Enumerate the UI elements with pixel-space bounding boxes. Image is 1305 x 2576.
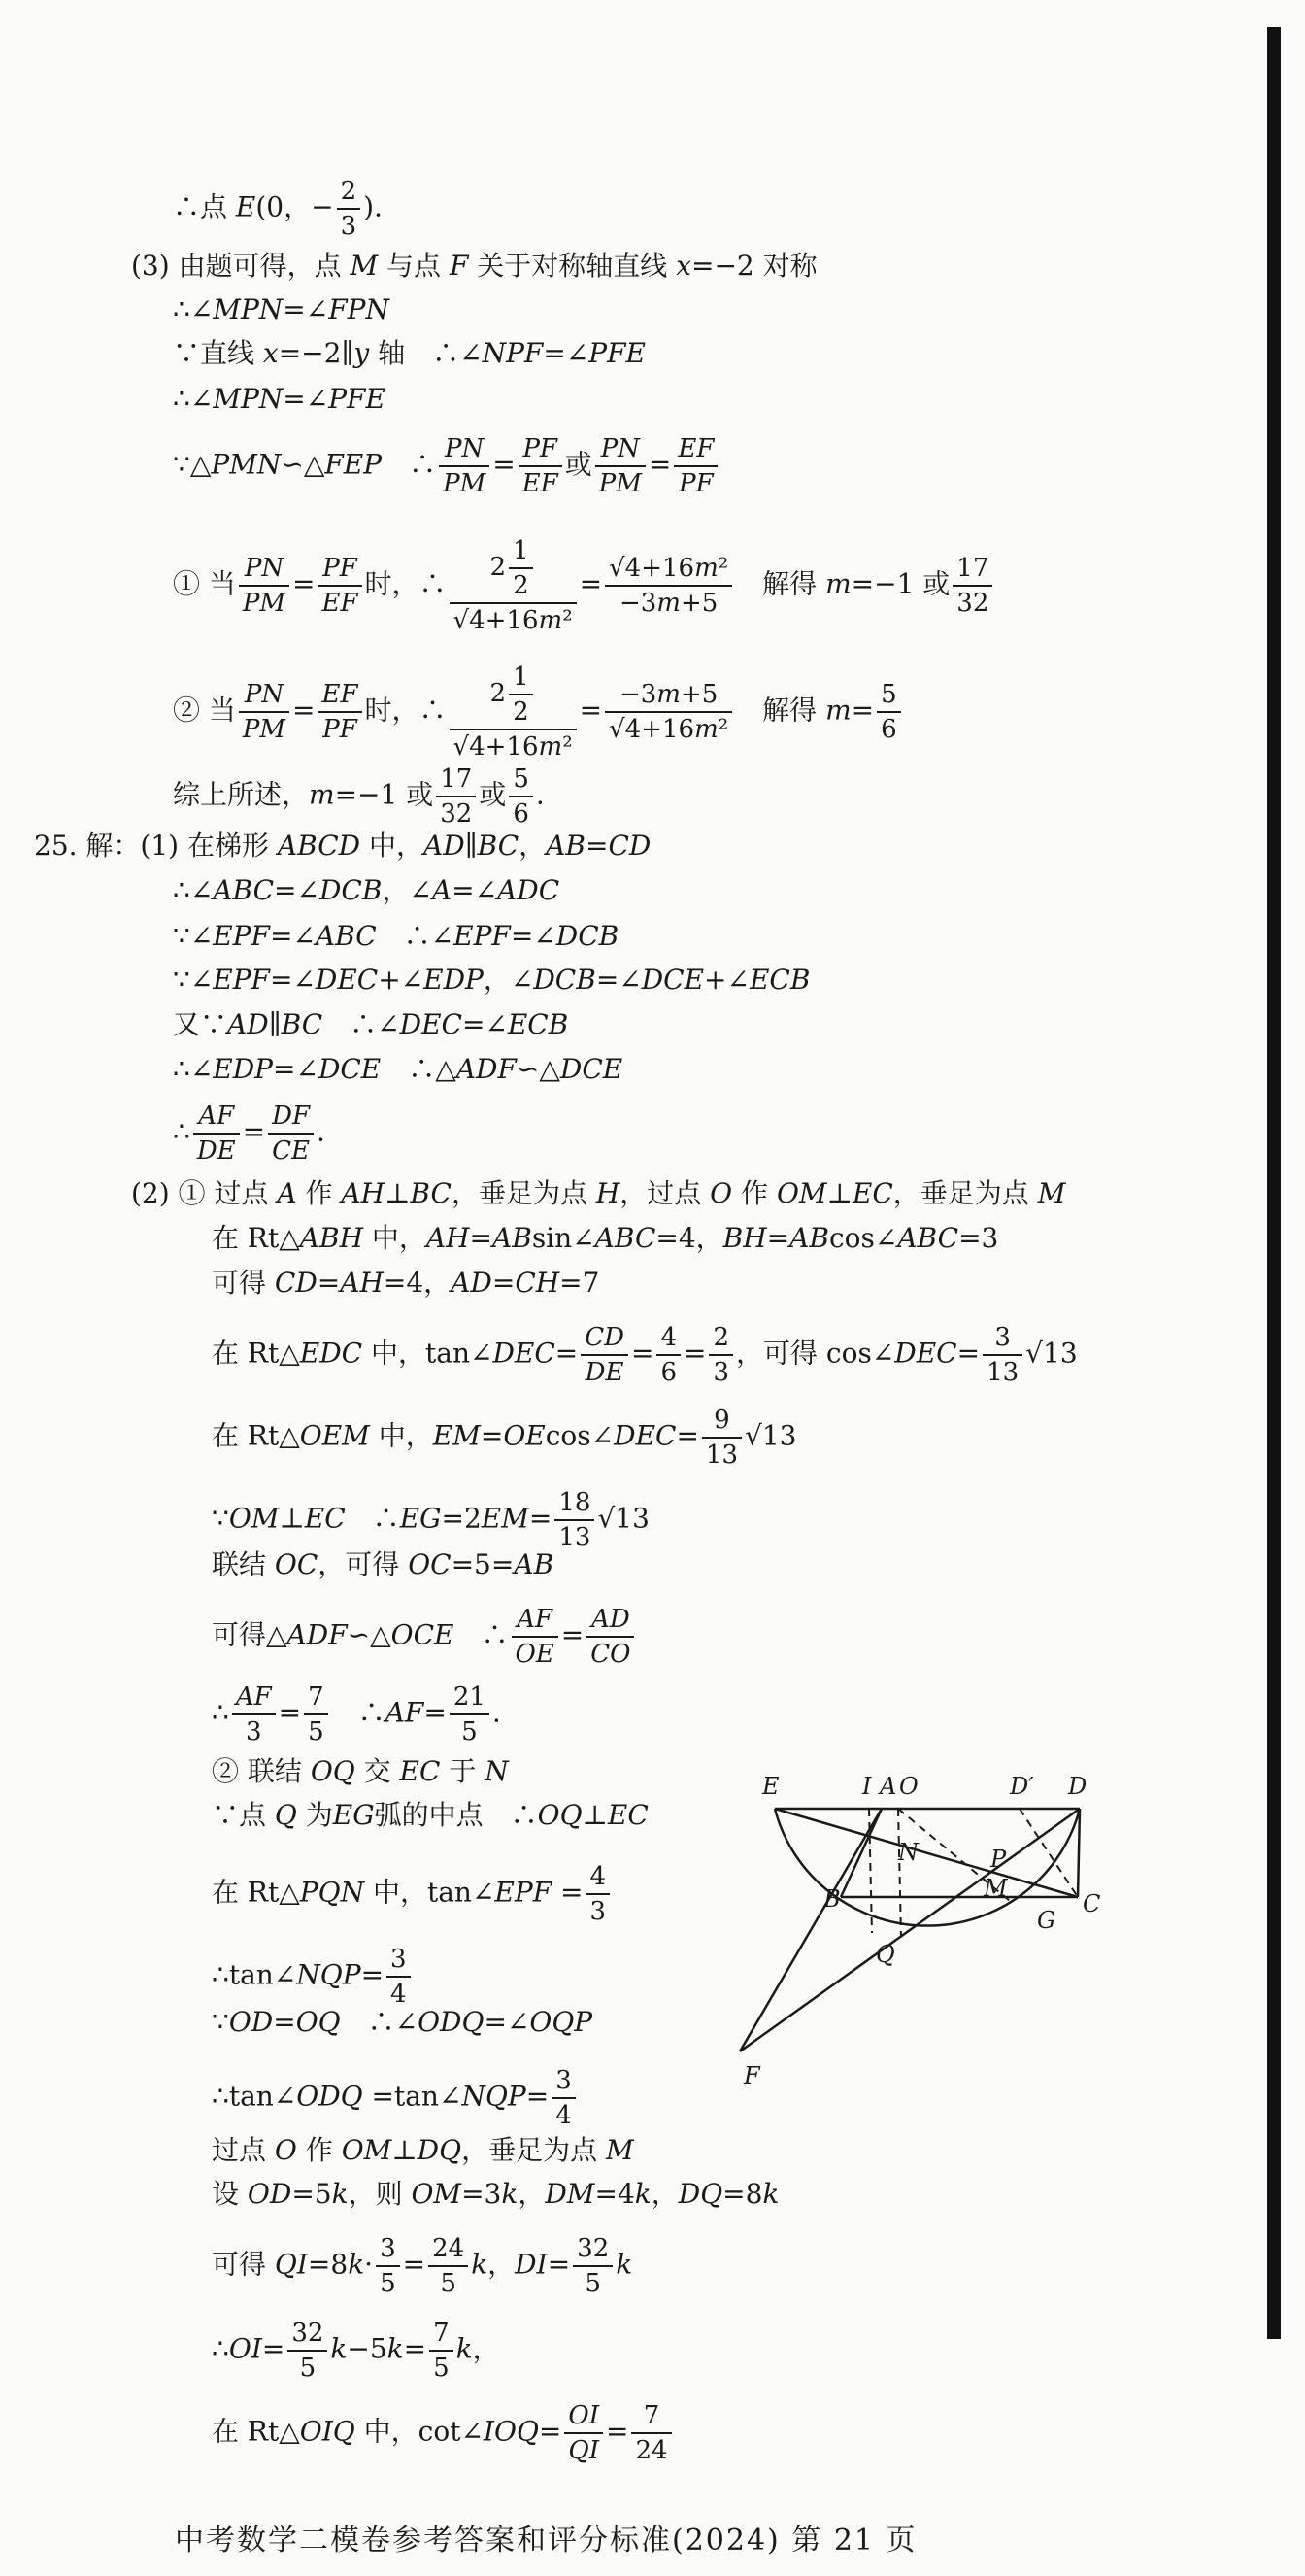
line-rt-abh: 在 Rt△ABH 中，AH=ABsin∠ABC=4，BH=ABcos∠ABC=3 xyxy=(212,1222,999,1254)
line-parallel-y: ∵直线 x=−2∥y 轴 ∴∠NPF=∠PFE xyxy=(173,337,646,369)
line-rt-oem: 在 Rt△OEM 中，EM=OEcos∠DEC= $\frac{9}{13}$ √13 xyxy=(212,1406,797,1470)
line-tan-nqp: ∴tan∠NQP= $\frac{3}{4}$ xyxy=(212,1943,414,2011)
line-cot: 在 Rt△OIQ 中，cot∠IOQ= $\frac{OI}{QI}$ = $\frac{7}{24}$ xyxy=(212,2399,675,2467)
line-point-e: ∴点 E(0，− $\frac{2}{3}$ ). xyxy=(173,177,383,241)
line-dec-ecb: 又∵AD∥BC ∴∠DEC=∠ECB xyxy=(173,1008,569,1040)
segment-af xyxy=(740,1809,882,2051)
line-case1: ① 当 $\frac{PN}{PM}$ = $\frac{PF}{EF}$ 时，∴ 2 $\frac{1}{2}$ √4+16m² = $\frac{\text{√4+16m²}}{-3m+5}$ 解得 m=−1 或 $\frac{17}{32}$ xyxy=(173,534,995,637)
line-oi: ∴OI= $\frac{32}{5}$ k−5k= $\frac{7}{5}$ k， xyxy=(212,2319,500,2383)
label-o: O xyxy=(899,1773,919,1800)
line-tan-odq: ∴tan∠ODQ =tan∠NQP= $\frac{3}{4}$ xyxy=(212,2064,579,2132)
label-d: D xyxy=(1068,1773,1088,1800)
line-angle-pfe: ∴∠MPN=∠PFE xyxy=(173,383,385,415)
line-set-k: 设 OD=5k，则 OM=3k，DM=4k，DQ=8k xyxy=(212,2178,780,2210)
line-abc-dcb: ∴∠ABC=∠DCB，∠A=∠ADC xyxy=(173,874,560,906)
label-b: B xyxy=(823,1885,841,1913)
label-i: I xyxy=(862,1773,872,1800)
line-cd-ah: 可得 CD=AH=4，AD=CH=7 xyxy=(212,1267,600,1299)
label-e: E xyxy=(762,1773,780,1800)
line-edp-dce: ∴∠EDP=∠DCE ∴△ADF∽△DCE xyxy=(173,1053,623,1085)
line-od-oq: ∵OD=OQ ∴∠ODQ=∠OQP xyxy=(212,2006,593,2038)
line-q25: 25. 解：(1) 在梯形 ABCD 中，AD∥BC，AB=CD xyxy=(34,830,652,862)
label-a: A xyxy=(880,1773,897,1800)
label-p: P xyxy=(990,1846,1007,1873)
arc-semicircle xyxy=(775,1809,1080,1926)
line-midpoint: ∵点 Q 为EG弧的中点 ∴OQ⊥EC xyxy=(212,1799,649,1831)
line-oc: 联结 OC，可得 OC=5=AB xyxy=(212,1548,554,1580)
line-af-de: ∴ $\frac{AF}{DE}$ = $\frac{DF}{CE}$ . xyxy=(173,1102,325,1166)
label-q: Q xyxy=(876,1941,895,1968)
segment-ab xyxy=(841,1809,882,1897)
line-om-dq: 过点 O 作 OM⊥DQ，垂足为点 M xyxy=(212,2134,634,2166)
line-af-result: ∴ $\frac{AF}{3}$ = $\frac{7}{5}$ ∴AF= $\frac{21}{5}$ . xyxy=(212,1682,501,1746)
label-g: G xyxy=(1037,1907,1056,1934)
page-edge-shadow xyxy=(1267,27,1281,2339)
label-f: F xyxy=(744,2062,760,2089)
line-conclusion: 综上所述，m=−1 或 $\frac{17}{32}$ 或 $\frac{5}{6}$ . xyxy=(173,764,545,829)
line-rt-edc: 在 Rt△EDC 中，tan∠DEC= $\frac{CD}{DE}$ = $\frac{4}{6}$ = $\frac{2}{3}$ ，可得 cos∠DEC= $\frac{3}{13}$ √13 xyxy=(212,1323,1078,1387)
label-c: C xyxy=(1083,1890,1101,1917)
line-part3: (3) 由题可得，点 M 与点 F 关于对称轴直线 x=−2 对称 xyxy=(131,250,818,282)
line-qi: 可得 QI=8k· $\frac{3}{5}$ = $\frac{24}{5}$ k，DI= $\frac{32}{5}$ k xyxy=(212,2234,633,2298)
line-similar: ∵△PMN∽△FEP ∴ $\frac{PN}{PM}$ = $\frac{PF}{EF}$ 或 $\frac{PN}{PM}$ = $\frac{EF}{PF}$ xyxy=(173,432,720,500)
line-case2: ② 当 $\frac{PN}{PM}$ = $\frac{EF}{PF}$ 时，∴ 2 $\frac{1}{2}$ √4+16m² = $\frac{-3m+5}{\text{√4+16m²}}$ 解得 m= $\frac{5}{6}$ xyxy=(173,661,904,763)
line-part2-2: ② 联结 OQ 交 EC 于 N xyxy=(212,1755,509,1787)
line-part2-1: (2) ① 过点 A 作 AH⊥BC，垂足为点 H，过点 O 作 OM⊥EC，垂足为点 M xyxy=(131,1177,1066,1209)
label-m: M xyxy=(984,1875,1008,1902)
line-epf-sum: ∵∠EPF=∠DEC+∠EDP，∠DCB=∠DCE+∠ECB xyxy=(173,964,811,996)
segment-dc xyxy=(1078,1809,1080,1897)
page-footer: 中考数学二模卷参考答案和评分标准(2024) 第 21 页 xyxy=(175,2524,918,2558)
label-n: N xyxy=(898,1839,919,1866)
line-epf-abc: ∵∠EPF=∠ABC ∴∠EPF=∠DCB xyxy=(173,920,619,952)
geometry-figure xyxy=(744,1763,1117,2093)
line-rt-pqn: 在 Rt△PQN 中，tan∠EPF = $\frac{4}{3}$ xyxy=(212,1860,613,1928)
label-d-prime: D′ xyxy=(1010,1773,1034,1800)
line-angle-mpn: ∴∠MPN=∠FPN xyxy=(173,293,389,325)
line-adf-oce: 可得△ADF∽△OCE ∴ $\frac{AF}{OE}$ = $\frac{AD}{CO}$ xyxy=(212,1603,637,1671)
segment-oq xyxy=(898,1809,901,1936)
line-eg: ∵OM⊥EC ∴EG=2EM= $\frac{18}{13}$ √13 xyxy=(212,1488,650,1552)
